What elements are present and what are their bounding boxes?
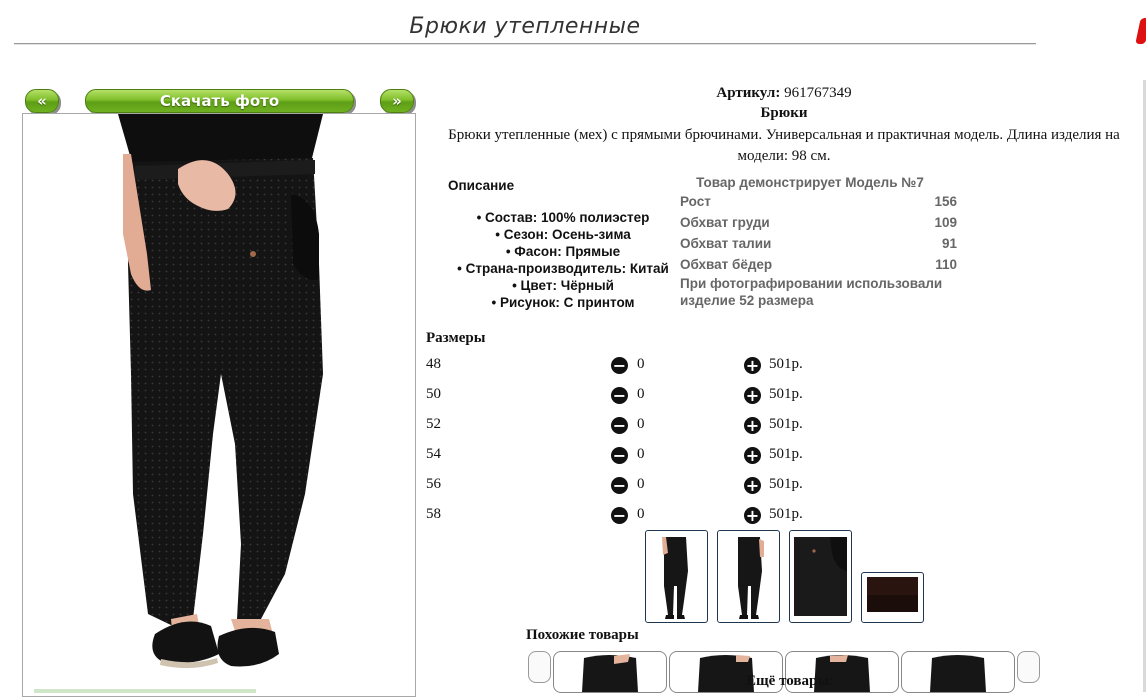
- measurement-value: 110: [935, 257, 957, 272]
- minus-icon[interactable]: −: [612, 476, 627, 495]
- page-title: Брюки утепленные: [409, 14, 641, 39]
- size-label: 48: [426, 356, 441, 372]
- similar-product-image: [902, 652, 1014, 692]
- model-measurement: [680, 191, 957, 212]
- size-label: 54: [426, 446, 441, 462]
- quantity-value: 0: [637, 416, 645, 432]
- plus-icon[interactable]: +: [745, 416, 760, 435]
- plus-icon[interactable]: +: [745, 476, 760, 495]
- price-value: 501р.: [769, 416, 803, 432]
- plus-icon[interactable]: +: [745, 506, 760, 525]
- plus-icon[interactable]: +: [745, 356, 760, 375]
- prev-photo-button[interactable]: «: [25, 89, 59, 113]
- article-label: Артикул:: [716, 85, 781, 101]
- thumbnail-image: [862, 573, 923, 622]
- model-info: [680, 175, 960, 309]
- feature-item: • Фасон: Прямые: [505, 244, 621, 259]
- title-divider: [14, 43, 1036, 45]
- photo-thumbnail[interactable]: [645, 530, 708, 623]
- photo-bottom-strip: [34, 689, 256, 693]
- carousel-prev-button[interactable]: [528, 651, 551, 683]
- measurement-value: 109: [934, 215, 957, 230]
- description-heading: Описание: [448, 178, 515, 193]
- model-note: При фотографировании использовали изделие 52 размера: [680, 276, 943, 308]
- measurement-label: Обхват груди: [680, 215, 770, 230]
- photo-thumbnail[interactable]: [861, 572, 924, 623]
- feature-item: • Цвет: Чёрный: [512, 278, 614, 293]
- feature-item: • Состав: 100% полиэстер: [476, 210, 650, 225]
- article-value: 961767349: [784, 85, 852, 101]
- price-value: 501р.: [769, 356, 803, 372]
- minus-icon[interactable]: −: [612, 386, 627, 405]
- measurement-value: 91: [941, 236, 957, 251]
- product-type: Брюки: [760, 105, 808, 121]
- plus-icon[interactable]: +: [745, 386, 760, 405]
- measurement-label: Обхват бёдер: [680, 257, 773, 272]
- feature-item: • Страна-производитель: Китай: [457, 261, 669, 276]
- photo-thumbnail[interactable]: [789, 530, 852, 623]
- similar-product-card[interactable]: [901, 651, 1015, 693]
- size-label: 56: [426, 476, 441, 492]
- measurement-label: Рост: [680, 194, 711, 209]
- quantity-value: 0: [637, 476, 645, 492]
- thumbnail-image: [790, 531, 851, 622]
- measurement-label: Обхват талии: [680, 236, 772, 251]
- size-label: 52: [426, 416, 441, 432]
- feature-item: • Рисунок: С принтом: [491, 295, 635, 310]
- corner-logo-icon: [1135, 18, 1146, 44]
- next-photo-button[interactable]: »: [380, 89, 414, 113]
- similar-products-heading: Похожие товары: [526, 627, 639, 643]
- price-value: 501р.: [769, 506, 803, 522]
- price-value: 501р.: [769, 476, 803, 492]
- measurement-value: 156: [934, 194, 957, 209]
- photo-thumbnail[interactable]: [717, 530, 780, 623]
- quantity-value: 0: [637, 386, 645, 402]
- quantity-value: 0: [637, 446, 645, 462]
- minus-icon[interactable]: −: [612, 356, 627, 375]
- minus-icon[interactable]: −: [612, 506, 627, 525]
- model-measurement: [680, 233, 957, 254]
- plus-icon[interactable]: +: [745, 446, 760, 465]
- size-label: 50: [426, 386, 441, 402]
- feature-item: • Сезон: Осень-зима: [495, 227, 631, 242]
- quantity-value: 0: [637, 506, 645, 522]
- download-photo-button[interactable]: Скачать фото: [85, 89, 354, 113]
- thumbnail-image: [646, 531, 707, 622]
- article-number: [424, 85, 1144, 102]
- minus-icon[interactable]: −: [612, 416, 627, 435]
- more-products-heading: Ещё товары:: [746, 673, 835, 689]
- main-product-photo[interactable]: [22, 113, 416, 697]
- feature-list: [448, 209, 678, 311]
- carousel-next-button[interactable]: [1017, 651, 1040, 683]
- quantity-value: 0: [637, 356, 645, 372]
- similar-product-card[interactable]: [553, 651, 667, 693]
- size-label: 58: [426, 506, 441, 522]
- product-description: Брюки утепленные (мех) с прямыми брючинами. Универсальная и практичная модель. Длина изделия на модели: 98 см.: [448, 127, 1120, 164]
- thumbnail-image: [718, 531, 779, 622]
- product-photo-image: [23, 114, 415, 696]
- model-title: Товар демонстрирует Модель №7: [696, 175, 924, 190]
- price-value: 501р.: [769, 446, 803, 462]
- price-value: 501р.: [769, 386, 803, 402]
- model-measurement: [680, 254, 957, 275]
- minus-icon[interactable]: −: [612, 446, 627, 465]
- similar-product-image: [554, 652, 666, 692]
- model-measurement: [680, 212, 957, 233]
- sizes-heading: Размеры: [426, 330, 486, 346]
